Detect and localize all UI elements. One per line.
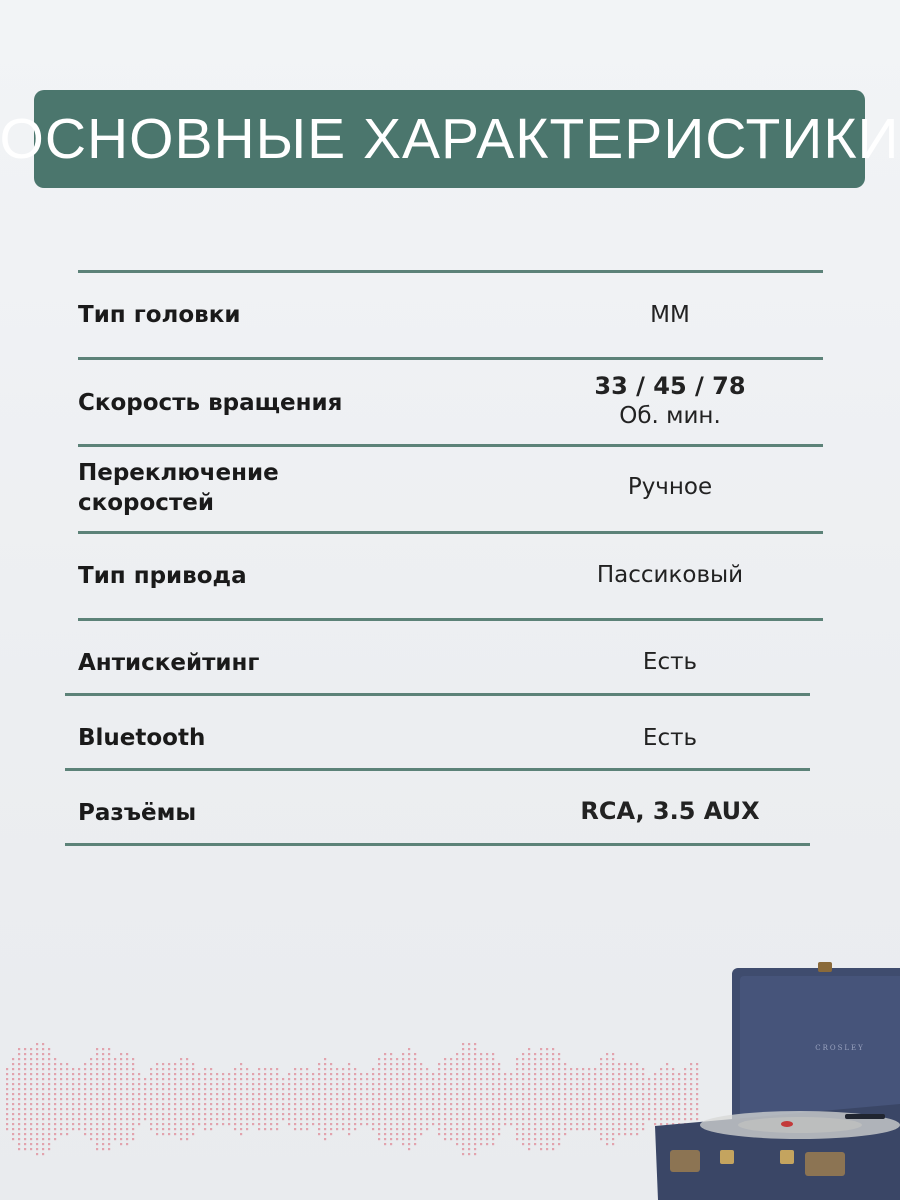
- spec-value-speed-unit: Об. мин.: [619, 403, 721, 429]
- spec-value-connectors: RCA, 3.5 AUX: [580, 797, 760, 825]
- spec-label-drive-type: Тип привода: [78, 563, 247, 589]
- spec-value-head-type: ММ: [650, 302, 690, 328]
- spec-label-bluetooth: Bluetooth: [78, 725, 206, 751]
- spec-value-antiskating: Есть: [642, 649, 698, 675]
- spec-label-speed-switch-1: Переключение: [78, 460, 279, 486]
- spec-value-drive-type: Пассиковый: [596, 562, 744, 588]
- spec-value-speed-switch: Ручное: [627, 474, 713, 500]
- spec-value-speed: 33 / 45 / 78: [594, 372, 746, 400]
- spec-label-antiskating: Антискейтинг: [78, 650, 260, 676]
- turntable-lid: [732, 962, 900, 1130]
- spec-label-connectors: Разъёмы: [78, 800, 197, 826]
- brand-logo: CROSLEY: [815, 1044, 865, 1052]
- spec-label-speed: Скорость вращения: [78, 390, 343, 416]
- spec-label-speed-switch-2: скоростей: [78, 490, 214, 516]
- spec-label-head-type: Тип головки: [78, 302, 241, 328]
- turntable-base: [655, 1104, 900, 1200]
- spec-value-bluetooth: Есть: [642, 725, 698, 751]
- page-title: ОСНОВНЫЕ ХАРАКТЕРИСТИКИ: [0, 107, 900, 171]
